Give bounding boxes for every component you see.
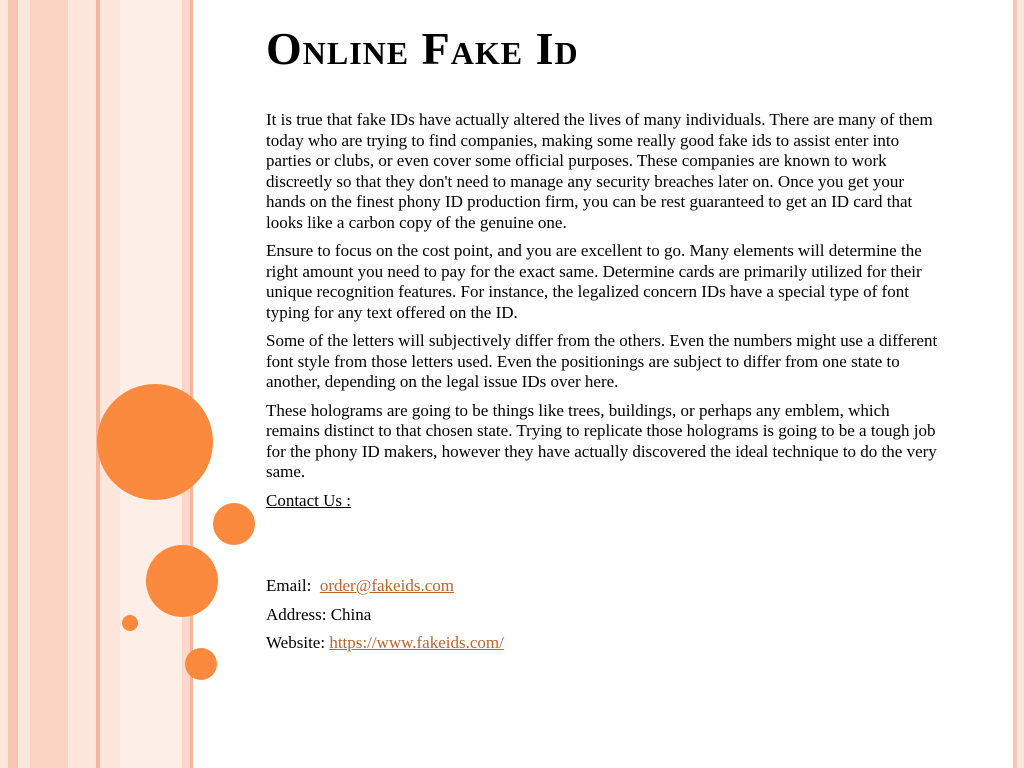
website-line bbox=[266, 633, 946, 654]
spacer bbox=[266, 519, 946, 576]
slide-title: Online Fake Id bbox=[266, 23, 579, 74]
decorative-circle-small bbox=[185, 648, 217, 680]
address-label: Address: bbox=[266, 604, 327, 624]
body-paragraph: Some of the letters will subjectively differ from the others. Even the numbers might use a different font style from those letters used. Even the positionings are subject to differ from one state to another, depending on the legal issue IDs over here. bbox=[266, 331, 938, 391]
email-line bbox=[266, 576, 946, 597]
email-link[interactable]: order@fakeids.com bbox=[319, 576, 454, 595]
decorative-stripe bbox=[30, 0, 68, 768]
address-line bbox=[266, 605, 946, 626]
decorative-stripe bbox=[68, 0, 96, 768]
body-paragraph: These holograms are going to be things like trees, buildings, or perhaps any emblem, which remains distinct to that chosen state. Trying to replicate those holograms is going to be a tough job for the phony ID makers, however they have actually discovered the ideal technique to do the very same. bbox=[266, 400, 937, 481]
decorative-stripe bbox=[100, 0, 120, 768]
contact-heading: Contact Us : bbox=[266, 490, 351, 510]
decorative-stripe-right bbox=[1017, 0, 1024, 768]
decorative-circle-medium bbox=[146, 545, 218, 617]
body-paragraph: Ensure to focus on the cost point, and you are excellent to go. Many elements will determine the right amount you need to pay for the exact same. Determine cards are primarily utilized for their unique recognition features. For instance, the legalized concern IDs have a special type of font typing for any text offered on the ID. bbox=[266, 241, 922, 322]
decorative-stripe bbox=[0, 0, 8, 768]
decorative-circle-small bbox=[213, 503, 255, 545]
decorative-circle-large bbox=[97, 384, 213, 500]
decorative-circle-tiny bbox=[122, 615, 138, 631]
slide-body bbox=[266, 110, 946, 662]
decorative-stripe bbox=[8, 0, 18, 768]
website-label: Website: bbox=[266, 633, 326, 652]
body-paragraph: It is true that fake IDs have actually altered the lives of many individuals. There are many of them today who are trying to find companies, making some really good fake ids to assist enter into parties or clubs, or even cover some official purposes. These companies are known to work discreetly so that they don't need to manage any security breaches later on. Once you get your hands on the finest phony ID production firm, you can be rest guaranteed to get an ID card that looks like a carbon copy of the genuine one. bbox=[266, 110, 933, 232]
address-value: China bbox=[330, 604, 372, 624]
website-link[interactable]: https://www.fakeids.com/ bbox=[329, 633, 504, 652]
decorative-stripe bbox=[18, 0, 30, 768]
email-label: Email: bbox=[266, 576, 312, 595]
